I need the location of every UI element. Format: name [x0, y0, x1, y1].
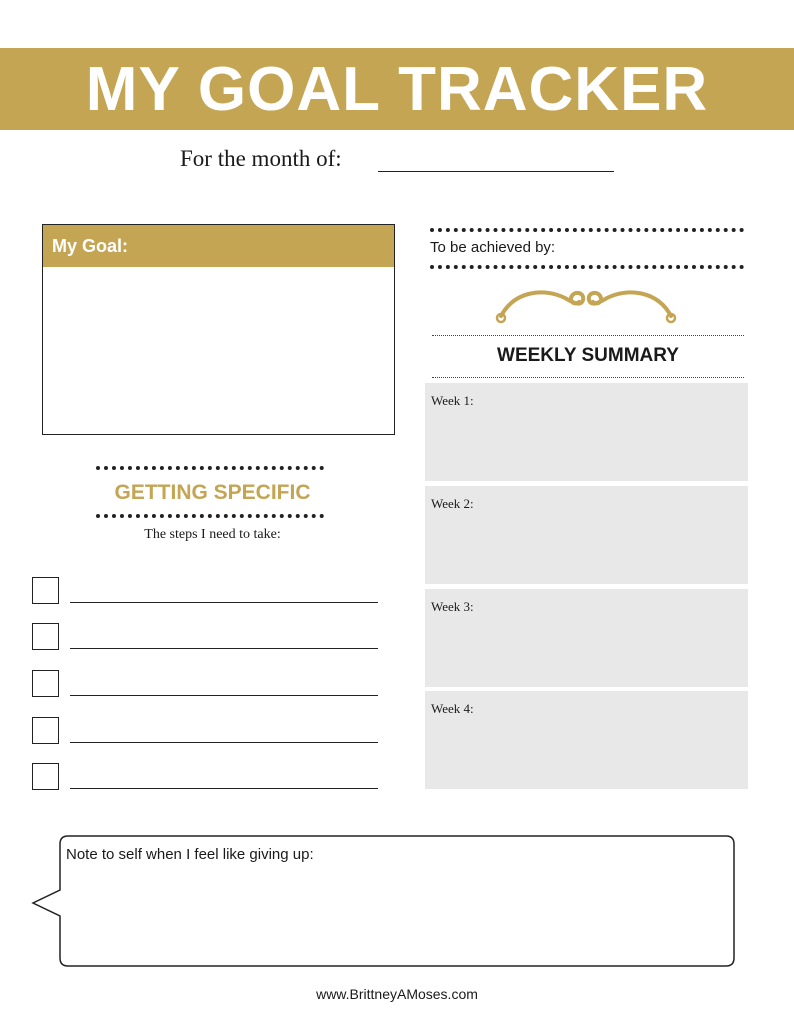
- week-label: Week 1:: [431, 393, 474, 408]
- weekly-summary-title: WEEKLY SUMMARY: [497, 345, 679, 366]
- step-checkbox[interactable]: [32, 717, 59, 744]
- month-label: For the month of:: [180, 146, 342, 171]
- week-panel: [425, 383, 748, 481]
- goal-label: My Goal:: [52, 236, 129, 256]
- month-blank-line: [378, 171, 614, 172]
- page-title: MY GOAL TRACKER: [85, 54, 709, 124]
- step-checkbox[interactable]: [32, 670, 59, 697]
- flourish-ornament-icon: [495, 282, 677, 328]
- achieved-bottom-divider: [430, 265, 744, 269]
- week-panel: [425, 589, 748, 687]
- specific-top-divider: [96, 466, 324, 470]
- step-checkbox[interactable]: [32, 577, 59, 604]
- step-item: [32, 577, 378, 605]
- week-label: Week 2:: [431, 496, 474, 511]
- step-item: [32, 623, 378, 651]
- week-label: Week 4:: [431, 701, 474, 716]
- footer-website: www.BrittneyAMoses.com: [316, 986, 478, 1002]
- step-checkbox[interactable]: [32, 763, 59, 790]
- step-line: [70, 695, 378, 696]
- weekly-bottom-divider: [432, 377, 744, 378]
- note-speech-bubble: [30, 834, 736, 968]
- step-line: [70, 602, 378, 603]
- step-line: [70, 788, 378, 789]
- goal-header: [43, 225, 394, 267]
- step-item: [32, 717, 378, 745]
- achieved-top-divider: [430, 228, 744, 232]
- goal-box: [42, 224, 395, 435]
- specific-bottom-divider: [96, 514, 324, 518]
- step-line: [70, 648, 378, 649]
- achieved-label: To be achieved by:: [430, 239, 556, 256]
- step-line: [70, 742, 378, 743]
- title-banner: [0, 48, 794, 130]
- note-label: Note to self when I feel like giving up:: [66, 846, 314, 863]
- step-item: [32, 763, 378, 791]
- step-checkbox[interactable]: [32, 623, 59, 650]
- weekly-top-divider: [432, 335, 744, 336]
- step-item: [32, 670, 378, 698]
- week-label: Week 3:: [431, 599, 474, 614]
- steps-subtitle: The steps I need to take:: [144, 527, 281, 542]
- getting-specific-title: GETTING SPECIFIC: [114, 481, 311, 504]
- week-panel: [425, 486, 748, 584]
- week-panel: [425, 691, 748, 789]
